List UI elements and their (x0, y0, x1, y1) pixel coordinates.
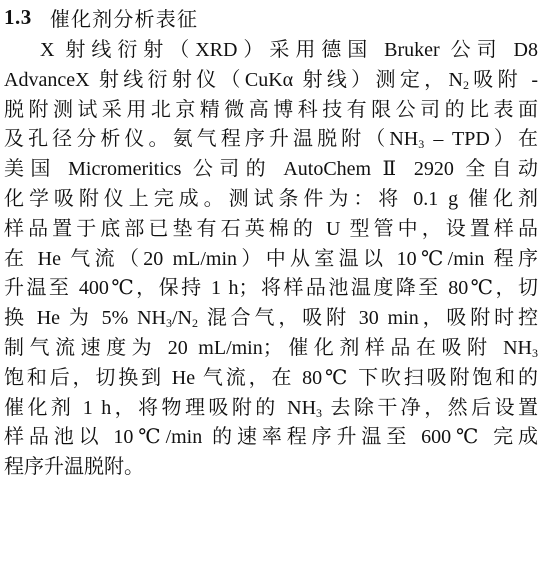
paragraph-line (4, 394, 538, 423)
line-text: 混合气，吸附 30 min，吸附时控 (197, 307, 538, 330)
paragraph-line (4, 423, 538, 452)
section-title: 催化剂分析表征 (49, 6, 199, 31)
subscript: 3 (418, 137, 425, 152)
line-text: 样品池以 10℃/min 的速率程序升温至 600℃ 完成 (4, 426, 538, 449)
section-heading (4, 2, 198, 32)
section-number: 1.3 (4, 4, 32, 29)
paragraph-line (4, 334, 538, 363)
paragraph-line (4, 274, 538, 303)
subscript: 3 (165, 316, 172, 331)
paragraph-line (4, 155, 538, 184)
line-text: 饱和后，切换到 He 气流，在 80℃ 下吹扫吸附饱和的 (4, 366, 538, 389)
line-text: 制气流速度为 20 mL/min；催化剂样品在吸附 NH (4, 337, 532, 359)
line-text: 及孔径分析仪。氨气程序升温脱附（NH (4, 128, 419, 151)
paragraph-line (4, 364, 538, 393)
line-text: 样品置于底部已垫有石英棉的 U 型管中，设置样品 (4, 217, 538, 240)
line-text: /N (171, 307, 192, 330)
line-text: AdvanceX 射线衍射仪（CuKα 射线）测定，N (4, 68, 463, 91)
line-text: 化学吸附仪上完成。测试条件为：将 0.1 g 催化剂 (4, 188, 538, 210)
line-text: 去除干净，然后设置 (322, 396, 538, 419)
paragraph-line (4, 66, 538, 95)
line-text: 在 He 气流（20 mL/min）中从室温以 10℃/min 程序 (4, 247, 538, 270)
paragraph-line (40, 36, 538, 65)
line-text: X 射线衍射（XRD）采用德国 Bruker 公司 D8 (40, 39, 538, 61)
paragraph-line (4, 453, 538, 482)
paragraph-line (4, 245, 538, 274)
line-text: 美国 Micromeritics 公司的 AutoChem Ⅱ 2920 全自动 (4, 158, 538, 181)
subscript: 2 (462, 77, 469, 92)
line-text: 升温至 400℃，保持 1 h；将样品池温度降至 80℃，切 (4, 277, 538, 300)
paragraph-line (4, 185, 538, 214)
paragraph-line (4, 96, 538, 125)
paragraph-line (4, 125, 538, 154)
paragraph-line (4, 304, 538, 333)
subscript: 2 (191, 316, 198, 331)
line-text: – TPD）在 (424, 128, 538, 151)
line-text: 脱附测试采用北京精微高博科技有限公司的比表面 (4, 98, 538, 121)
line-text: 吸附 - (468, 68, 538, 91)
line-text: 换 He 为 5% NH (4, 307, 166, 330)
line-text: 程序升温脱附。 (4, 456, 144, 479)
paragraph-line (4, 215, 538, 244)
subscript: 3 (316, 405, 323, 420)
line-text: 催化剂 1 h，将物理吸附的 NH (4, 396, 317, 419)
subscript: 3 (532, 346, 538, 360)
